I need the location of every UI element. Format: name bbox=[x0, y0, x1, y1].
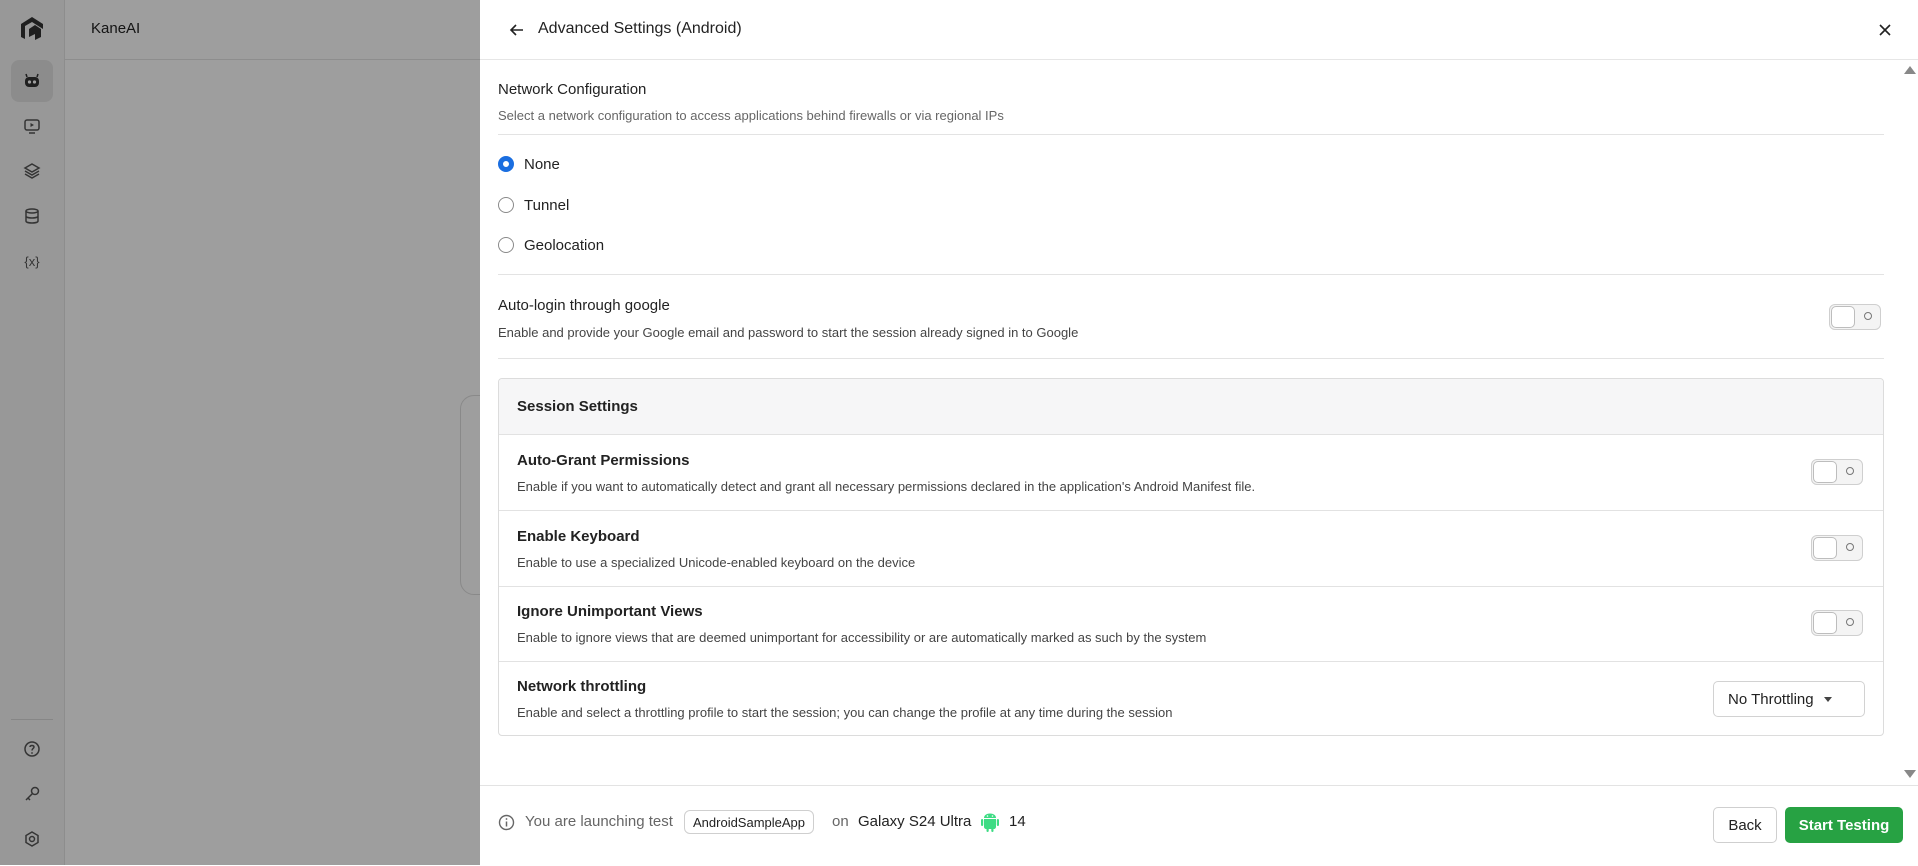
radio-label: None bbox=[524, 155, 560, 173]
setting-description: Enable if you want to automatically detect and grant all necessary permissions declared in the application's Android Manifest file. bbox=[517, 479, 1256, 494]
session-settings-title: Session Settings bbox=[517, 398, 638, 415]
toggle-knob bbox=[1831, 306, 1855, 328]
radio-button[interactable] bbox=[498, 197, 514, 213]
autologin-description: Enable and provide your Google email and password to start the session already signed in to Google bbox=[498, 325, 1079, 340]
setting-row-auto-grant bbox=[499, 435, 1883, 511]
radio-tunnel[interactable] bbox=[498, 194, 569, 216]
network-config-description: Select a network configuration to access applications behind firewalls or via regional IPs bbox=[498, 108, 1004, 123]
enable-keyboard-toggle[interactable] bbox=[1811, 535, 1863, 561]
drawer-header bbox=[480, 0, 1918, 60]
toggle-off-indicator bbox=[1846, 543, 1854, 551]
divider bbox=[498, 358, 1884, 359]
toggle-off-indicator bbox=[1846, 467, 1854, 475]
radio-button-checked[interactable] bbox=[498, 156, 514, 172]
on-text: on bbox=[832, 813, 849, 830]
back-arrow-icon[interactable] bbox=[506, 19, 528, 41]
chevron-down-icon bbox=[1824, 697, 1832, 702]
divider bbox=[498, 274, 1884, 275]
auto-grant-toggle[interactable] bbox=[1811, 459, 1863, 485]
launch-text: You are launching test bbox=[525, 813, 673, 830]
session-settings-panel bbox=[498, 378, 1884, 736]
autologin-toggle[interactable] bbox=[1829, 304, 1881, 330]
advanced-settings-drawer bbox=[480, 0, 1918, 865]
android-icon bbox=[981, 812, 999, 832]
radio-button[interactable] bbox=[498, 237, 514, 253]
throttling-value: No Throttling bbox=[1728, 690, 1814, 708]
setting-description: Enable to use a specialized Unicode-enabled keyboard on the device bbox=[517, 555, 916, 570]
info-icon bbox=[498, 814, 515, 831]
app-title: KaneAI bbox=[91, 20, 141, 37]
toggle-knob bbox=[1813, 537, 1837, 559]
divider bbox=[498, 134, 1884, 135]
toggle-knob bbox=[1813, 461, 1837, 483]
device-name: Galaxy S24 Ultra bbox=[858, 813, 972, 830]
scroll-down-arrow[interactable] bbox=[1904, 770, 1916, 778]
os-version: 14 bbox=[1009, 813, 1026, 830]
setting-row-keyboard bbox=[499, 511, 1883, 587]
setting-title: Network throttling bbox=[517, 678, 647, 695]
setting-description: Enable to ignore views that are deemed unimportant for accessibility or are automatically marked as such by the system bbox=[517, 630, 1207, 645]
setting-description: Enable and select a throttling profile to start the session; you can change the profile at any time during the session bbox=[517, 705, 1173, 720]
toggle-off-indicator bbox=[1864, 312, 1872, 320]
close-icon[interactable] bbox=[1874, 19, 1896, 41]
setting-title: Ignore Unimportant Views bbox=[517, 603, 703, 620]
setting-row-throttling bbox=[499, 661, 1883, 736]
network-config-title: Network Configuration bbox=[498, 81, 647, 98]
setting-title: Enable Keyboard bbox=[517, 528, 640, 545]
drawer-footer bbox=[480, 785, 1918, 866]
autologin-title: Auto-login through google bbox=[498, 297, 670, 314]
radio-label: Tunnel bbox=[524, 196, 570, 214]
radio-none[interactable] bbox=[498, 153, 560, 175]
start-testing-button[interactable]: Start Testing bbox=[1785, 807, 1903, 843]
drawer-title: Advanced Settings (Android) bbox=[538, 20, 742, 37]
throttling-dropdown[interactable] bbox=[1713, 681, 1865, 717]
variables-icon: {x} bbox=[24, 253, 40, 269]
radio-label: Geolocation bbox=[524, 236, 605, 254]
setting-title: Auto-Grant Permissions bbox=[517, 452, 690, 469]
session-settings-header bbox=[499, 379, 1883, 435]
test-name-chip: AndroidSampleApp bbox=[684, 810, 814, 834]
back-button[interactable]: Back bbox=[1713, 807, 1777, 843]
toggle-off-indicator bbox=[1846, 618, 1854, 626]
ignore-views-toggle[interactable] bbox=[1811, 610, 1863, 636]
scroll-up-arrow[interactable] bbox=[1904, 66, 1916, 74]
radio-geolocation[interactable] bbox=[498, 234, 604, 256]
toggle-knob bbox=[1813, 612, 1837, 634]
setting-row-ignore-views bbox=[499, 586, 1883, 662]
